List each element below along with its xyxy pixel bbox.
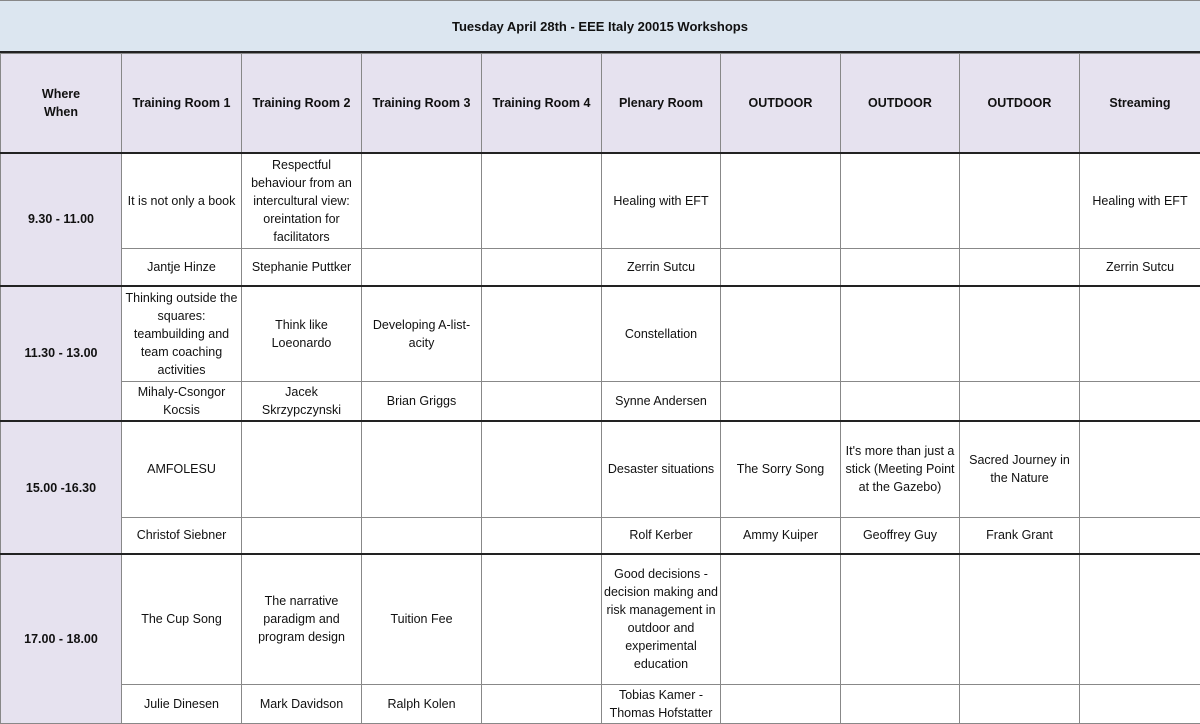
session-title-row	[1, 153, 1200, 249]
presenter-name	[841, 382, 960, 422]
session-title	[1080, 286, 1200, 382]
presenter-name: Rolf Kerber	[602, 517, 721, 554]
session-title: Healing with EFT	[1080, 153, 1200, 249]
session-title-row	[1, 554, 1200, 684]
presenter-name: Jantje Hinze	[122, 249, 242, 286]
presenter-name	[482, 684, 602, 723]
session-title	[960, 286, 1080, 382]
column-header: Streaming	[1080, 54, 1200, 153]
column-header: Training Room 1	[122, 54, 242, 153]
presenter-name	[242, 517, 362, 554]
column-header: OUTDOOR	[960, 54, 1080, 153]
session-title	[362, 421, 482, 517]
when-label: When	[3, 103, 119, 121]
presenter-name: Tobias Kamer - Thomas Hofstatter	[602, 684, 721, 723]
session-title	[960, 554, 1080, 684]
presenter-name: Mark Davidson	[242, 684, 362, 723]
presenter-name: Ammy Kuiper	[721, 517, 841, 554]
session-title: Sacred Journey in the Nature	[960, 421, 1080, 517]
session-title: Healing with EFT	[602, 153, 721, 249]
presenter-name	[841, 249, 960, 286]
presenter-name	[1080, 684, 1200, 723]
session-title: Respectful behaviour from an intercultural view: oreintation for facilitators	[242, 153, 362, 249]
column-header: Plenary Room	[602, 54, 721, 153]
column-header: Training Room 3	[362, 54, 482, 153]
presenter-name	[841, 684, 960, 723]
presenter-name	[721, 249, 841, 286]
presenter-name	[482, 517, 602, 554]
session-title: It's more than just a stick (Meeting Point at the Gazebo)	[841, 421, 960, 517]
presenter-name	[960, 382, 1080, 422]
presenter-name: Zerrin Sutcu	[602, 249, 721, 286]
presenter-name: Synne Andersen	[602, 382, 721, 422]
presenter-name	[960, 684, 1080, 723]
column-header: Training Room 2	[242, 54, 362, 153]
presenter-name: Jacek Skrzypczynski	[242, 382, 362, 422]
presenter-name: Zerrin Sutcu	[1080, 249, 1200, 286]
presenter-name	[482, 382, 602, 422]
session-title: It is not only a book	[122, 153, 242, 249]
presenter-name	[960, 249, 1080, 286]
presenter-row	[1, 249, 1200, 286]
session-title	[482, 153, 602, 249]
presenter-name: Christof Siebner	[122, 517, 242, 554]
session-title-row	[1, 421, 1200, 517]
session-title	[841, 153, 960, 249]
presenter-name	[1080, 382, 1200, 422]
header-row	[1, 54, 1200, 153]
presenter-name: Ralph Kolen	[362, 684, 482, 723]
session-title: The narrative paradigm and program design	[242, 554, 362, 684]
session-title: Tuition Fee	[362, 554, 482, 684]
presenter-row	[1, 684, 1200, 723]
presenter-name: Frank Grant	[960, 517, 1080, 554]
presenter-row	[1, 382, 1200, 422]
presenter-name	[721, 382, 841, 422]
time-slot: 15.00 -16.30	[1, 421, 122, 554]
session-title	[482, 554, 602, 684]
presenter-name: Brian Griggs	[362, 382, 482, 422]
session-title	[721, 286, 841, 382]
session-title: Desaster situations	[602, 421, 721, 517]
presenter-name: Julie Dinesen	[122, 684, 242, 723]
time-slot: 11.30 - 13.00	[1, 286, 122, 422]
session-title	[960, 153, 1080, 249]
session-title: Think like Loeonardo	[242, 286, 362, 382]
column-header: OUTDOOR	[841, 54, 960, 153]
session-title: The Cup Song	[122, 554, 242, 684]
session-title	[841, 554, 960, 684]
presenter-row	[1, 517, 1200, 554]
session-title	[721, 153, 841, 249]
presenter-name	[721, 684, 841, 723]
time-slot: 9.30 - 11.00	[1, 153, 122, 286]
presenter-name	[362, 249, 482, 286]
presenter-name: Geoffrey Guy	[841, 517, 960, 554]
session-title: AMFOLESU	[122, 421, 242, 517]
session-title: Developing A-list-acity	[362, 286, 482, 382]
presenter-name: Mihaly-Csongor Kocsis	[122, 382, 242, 422]
session-title: Good decisions - decision making and risk management in outdoor and experimental education	[602, 554, 721, 684]
column-header: OUTDOOR	[721, 54, 841, 153]
presenter-name	[362, 517, 482, 554]
presenter-name: Stephanie Puttker	[242, 249, 362, 286]
presenter-name	[482, 249, 602, 286]
session-title-row	[1, 286, 1200, 382]
session-title: Constellation	[602, 286, 721, 382]
session-title	[1080, 554, 1200, 684]
time-slot: 17.00 - 18.00	[1, 554, 122, 723]
session-title	[242, 421, 362, 517]
session-title	[482, 286, 602, 382]
session-title	[721, 554, 841, 684]
session-title: Thinking outside the squares: teambuilding and team coaching activities	[122, 286, 242, 382]
corner-header	[1, 54, 122, 153]
session-title	[362, 153, 482, 249]
column-header: Training Room 4	[482, 54, 602, 153]
page-title: Tuesday April 28th - EEE Italy 20015 Workshops	[0, 0, 1200, 53]
schedule-table	[0, 53, 1200, 724]
session-title	[1080, 421, 1200, 517]
session-title	[841, 286, 960, 382]
where-label: Where	[3, 85, 119, 103]
presenter-name	[1080, 517, 1200, 554]
session-title	[482, 421, 602, 517]
session-title: The Sorry Song	[721, 421, 841, 517]
